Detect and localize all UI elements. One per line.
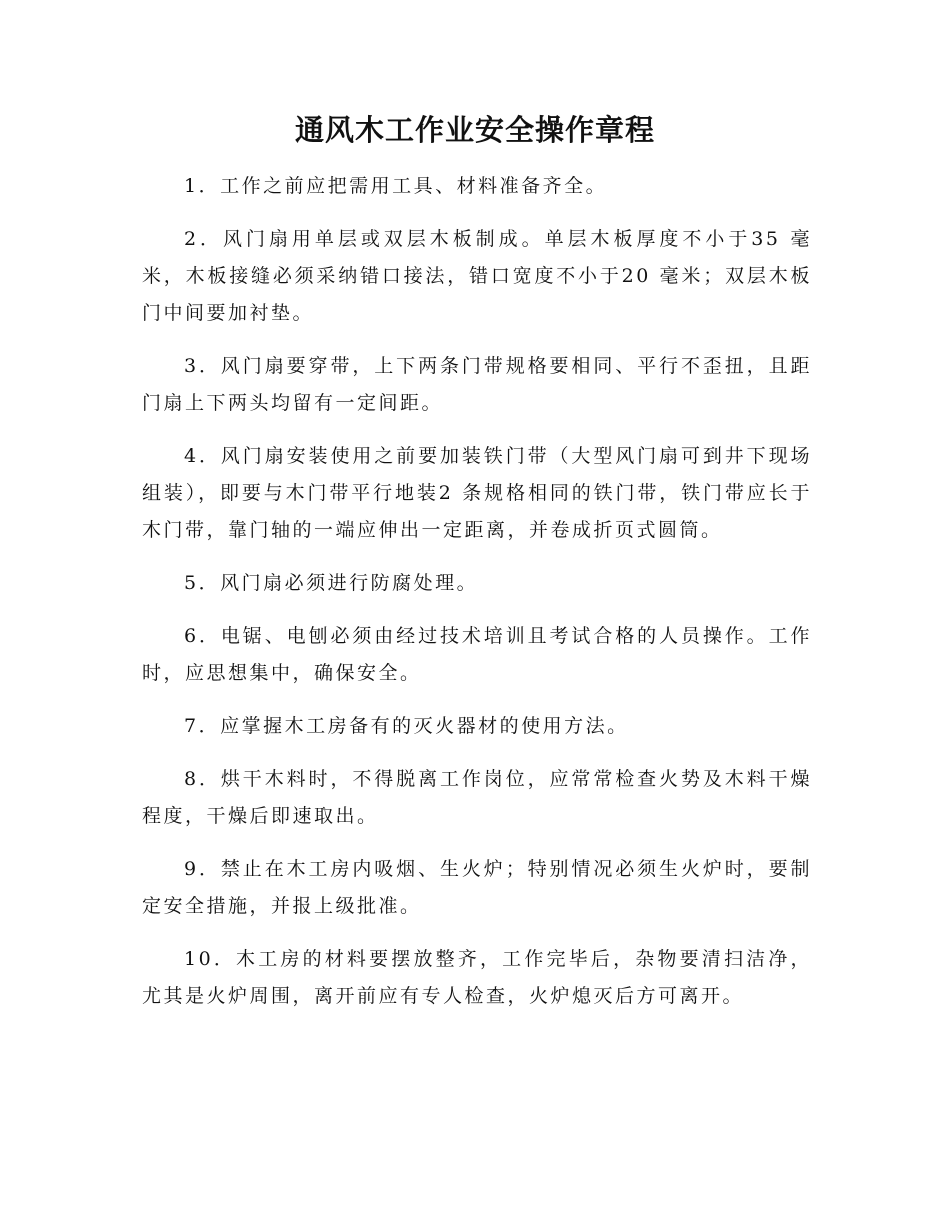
paragraph-7: 7．应掌握木工房备有的灭火器材的使用方法。 (184, 715, 629, 737)
paragraph-1: 1．工作之前应把需用工具、材料准备齐全。 (184, 175, 608, 197)
paragraph-2: 2．风门扇用单层或双层木板制成。单层木板厚度不小于35 毫米，木板接缝必须采纳错口接法，错口宽度不小于20 毫米；双层木板门中间要加衬垫。 (142, 228, 812, 324)
paragraph-4: 4．风门扇安装使用之前要加装铁门带（大型风门扇可到井下现场组装），即要与木门带平行地装2 条规格相同的铁门带，铁门带应长于木门带，靠门轴的一端应伸出一定距离，并卷成折页式圆筒。 (142, 445, 812, 541)
paragraph-9: 9．禁止在木工房内吸烟、生火炉；特别情况必须生火炉时，要制定安全措施，并报上级批准。 (142, 858, 812, 917)
page-title: 通风木工作业安全操作章程 (294, 113, 655, 147)
document-body (142, 168, 812, 1031)
paragraph-6: 6．电锯、电刨必须由经过技术培训且考试合格的人员操作。工作时，应思想集中，确保安全。 (142, 625, 812, 684)
paragraph-3: 3．风门扇要穿带，上下两条门带规格要相同、平行不歪扭，且距门扇上下两头均留有一定间距。 (142, 355, 812, 414)
paragraph-10: 10．木工房的材料要摆放整齐，工作完毕后，杂物要清扫洁净，尤其是火炉周围，离开前应有专人检查，火炉熄灭后方可离开。 (142, 948, 812, 1007)
paragraph-5: 5．风门扇必须进行防腐处理。 (184, 572, 479, 594)
paragraph-8: 8．烘干木料时，不得脱离工作岗位，应常常检查火势及木料干燥程度，干燥后即速取出。 (142, 768, 812, 827)
